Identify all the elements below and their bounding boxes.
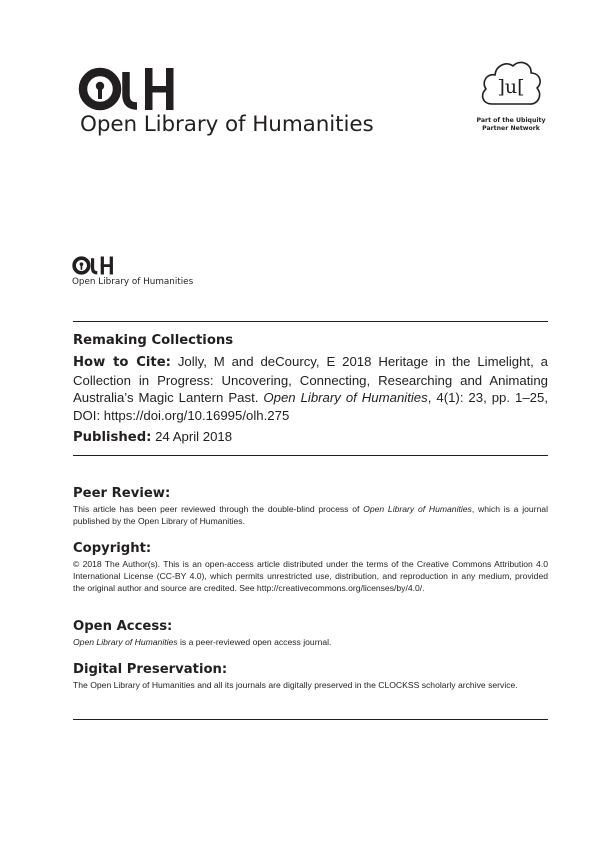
divider-middle bbox=[73, 455, 548, 456]
ubiquity-caption-line1: Part of the Ubiquity bbox=[476, 117, 546, 124]
copyright-section bbox=[73, 540, 548, 594]
open-access-section bbox=[73, 618, 548, 649]
collection-title: Remaking Collections bbox=[73, 333, 234, 348]
copyright-body: © 2018 The Author(s). This is an open-access article distributed under the terms of the Creative Commons Attribution 4.0 International License (CC-BY 4.0), which permits unrestricted use, distribution, and reproduction in any medium, provided the original author and source are credited. See http://creativecommons.org/licenses/by/4.0/. bbox=[73, 559, 548, 593]
digital-preservation-section bbox=[73, 661, 548, 692]
how-to-cite-label: How to Cite: bbox=[73, 355, 171, 370]
ubiquity-logo-text: ]u[ bbox=[497, 76, 525, 98]
ubiquity-cloud-logo-icon bbox=[478, 58, 544, 112]
open-access-journal: Open Library of Humanities bbox=[73, 637, 178, 647]
peer-review-section bbox=[73, 485, 548, 528]
peer-review-text: This article has been peer reviewed through the double-blind process of bbox=[73, 504, 364, 514]
olh-logo-icon bbox=[78, 67, 176, 111]
ubiquity-caption-line2: Partner Network bbox=[482, 125, 540, 133]
citation-details: , 4(1): 23, pp. 1–25, DOI: https://doi.org/10.16995/olh.275 bbox=[73, 390, 548, 423]
open-access-heading: Open Access: bbox=[73, 619, 173, 634]
peer-review-heading: Peer Review: bbox=[73, 486, 171, 501]
peer-review-body bbox=[73, 504, 548, 528]
citation-journal: Open Library of Humanities bbox=[263, 390, 428, 406]
peer-review-journal: Open Library of Humanities bbox=[363, 504, 472, 514]
published-date bbox=[73, 428, 548, 446]
divider-bottom bbox=[73, 719, 548, 720]
digital-preservation-body: The Open Library of Humanities and all its journals are digitally preserved in the CLOCKSS scholarly archive service. bbox=[73, 680, 518, 690]
ubiquity-caption bbox=[470, 117, 552, 134]
how-to-cite bbox=[73, 353, 548, 424]
olh-small-logo-icon bbox=[72, 256, 114, 275]
published-value: 24 April 2018 bbox=[151, 429, 233, 444]
peer-review-text-end: , which is a journal published by the Open Library of Humanities. bbox=[73, 504, 549, 526]
copyright-heading: Copyright: bbox=[73, 541, 152, 556]
publisher-name: Open Library of Humanities bbox=[80, 112, 374, 137]
published-label: Published: bbox=[73, 430, 152, 445]
citation-text: Jolly, M and deCourcy, E 2018 Heritage in the Limelight, a Collection in Progress: Uncovering, Connecting, Researching and Animating Australia’s Magic Lantern Past. bbox=[73, 354, 548, 406]
divider-top bbox=[73, 321, 548, 322]
open-access-body bbox=[73, 637, 548, 649]
digital-preservation-heading: Digital Preservation: bbox=[73, 662, 228, 677]
open-access-text: is a peer-reviewed open access journal. bbox=[177, 637, 332, 647]
journal-name: Open Library of Humanities bbox=[72, 277, 194, 287]
